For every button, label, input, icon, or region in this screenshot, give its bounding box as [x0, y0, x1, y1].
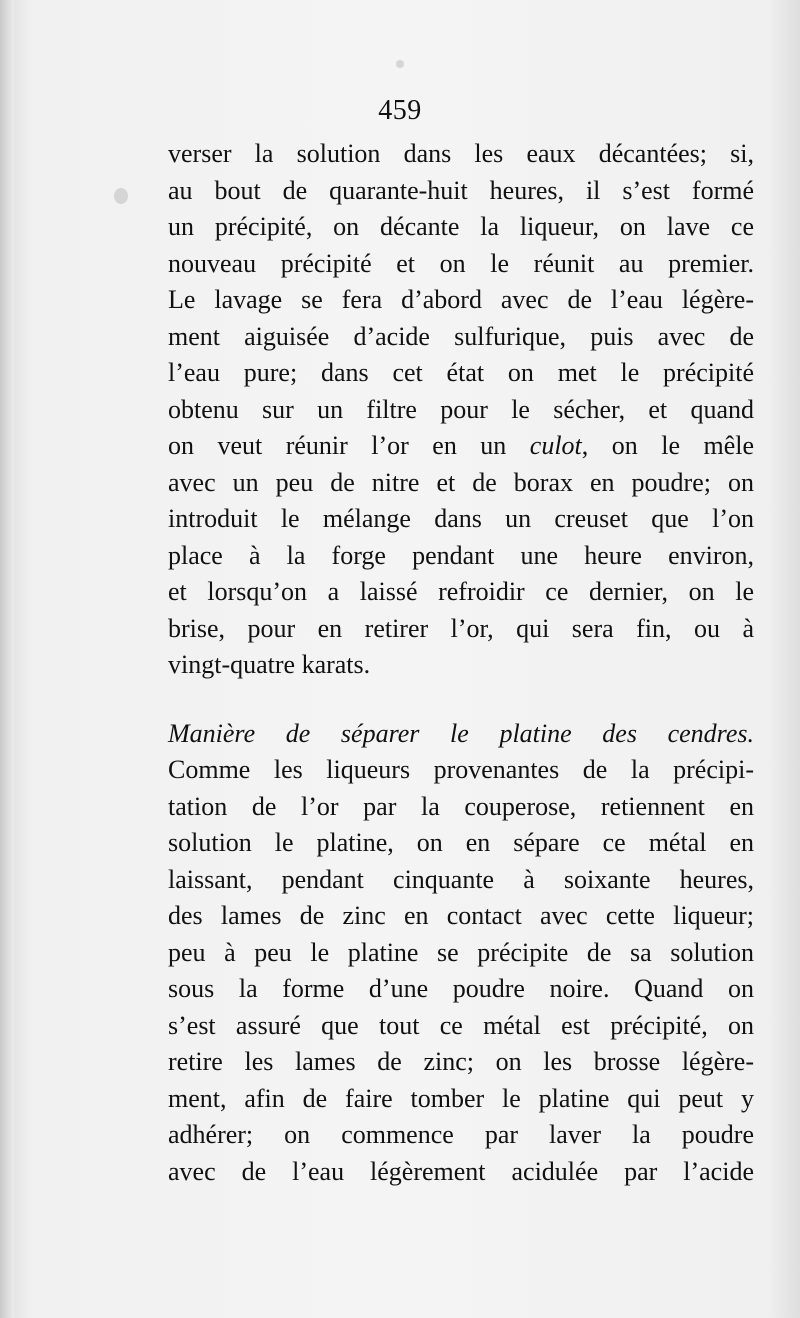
paper-stain: [396, 60, 404, 68]
paragraph-1: [168, 136, 754, 684]
section-heading: Manière de séparer le platine des cendres.: [168, 718, 754, 748]
text-line: Comme les liqueurs provenantes de la précipi-: [168, 755, 754, 784]
text-line: on veut réunir l’or en un culot, on le mêle: [168, 431, 754, 460]
text-line: adhérer; on commence par laver la poudre: [168, 1120, 754, 1149]
text-line: un précipité, on décante la liqueur, on lave ce: [168, 212, 754, 241]
text-line: tation de l’or par la couperose, retiennent en: [168, 791, 754, 821]
text-line: ment aiguisée d’acide sulfurique, puis avec de: [168, 321, 754, 351]
paper-stain: [114, 188, 128, 204]
text-line: retire les lames de zinc; on les brosse légère-: [168, 1047, 754, 1076]
text-line: ment, afin de faire tomber le platine qui peut y: [168, 1083, 754, 1113]
text-line: brise, pour en retirer l’or, qui sera fin, ou à: [168, 613, 754, 643]
text-line: introduit le mélange dans un creuset que l’on: [168, 504, 754, 533]
text-line: Le lavage se fera d’abord avec de l’eau légère-: [168, 285, 754, 314]
paragraph-gap: [168, 684, 754, 716]
text-line: au bout de quarante-huit heures, il s’est formé: [168, 175, 754, 205]
text-line: vingt-quatre karats.: [168, 650, 371, 679]
text-line: avec de l’eau légèrement acidulée par l’acide: [168, 1156, 754, 1186]
text-line: solution le platine, on en sépare ce métal en: [168, 828, 754, 857]
page-binding-edge: [0, 0, 14, 1318]
text-line: obtenu sur un filtre pour le sécher, et quand: [168, 394, 754, 424]
text-line: peu à peu le platine se précipite de sa solution: [168, 937, 754, 967]
text-line: des lames de zinc en contact avec cette liqueur;: [168, 901, 754, 930]
text-line: avec un peu de nitre et de borax en poudre; on: [168, 467, 754, 497]
text-line: s’est assuré que tout ce métal est précipité, on: [168, 1010, 754, 1040]
text-line: verser la solution dans les eaux décantées; si,: [168, 139, 754, 168]
text-line: l’eau pure; dans cet état on met le précipité: [168, 358, 754, 387]
paragraph-2: [168, 716, 754, 1191]
text-line: nouveau précipité et on le réunit au premier.: [168, 248, 754, 278]
text-line: laissant, pendant cinquante à soixante heures,: [168, 864, 754, 894]
text-line: place à la forge pendant une heure environ,: [168, 540, 754, 570]
text-line: et lorsqu’on a laissé refroidir ce dernier, on le: [168, 577, 754, 606]
text-line: sous la forme d’une poudre noire. Quand on: [168, 974, 754, 1003]
body-text: [168, 136, 754, 1190]
page-number: 459: [378, 95, 422, 126]
